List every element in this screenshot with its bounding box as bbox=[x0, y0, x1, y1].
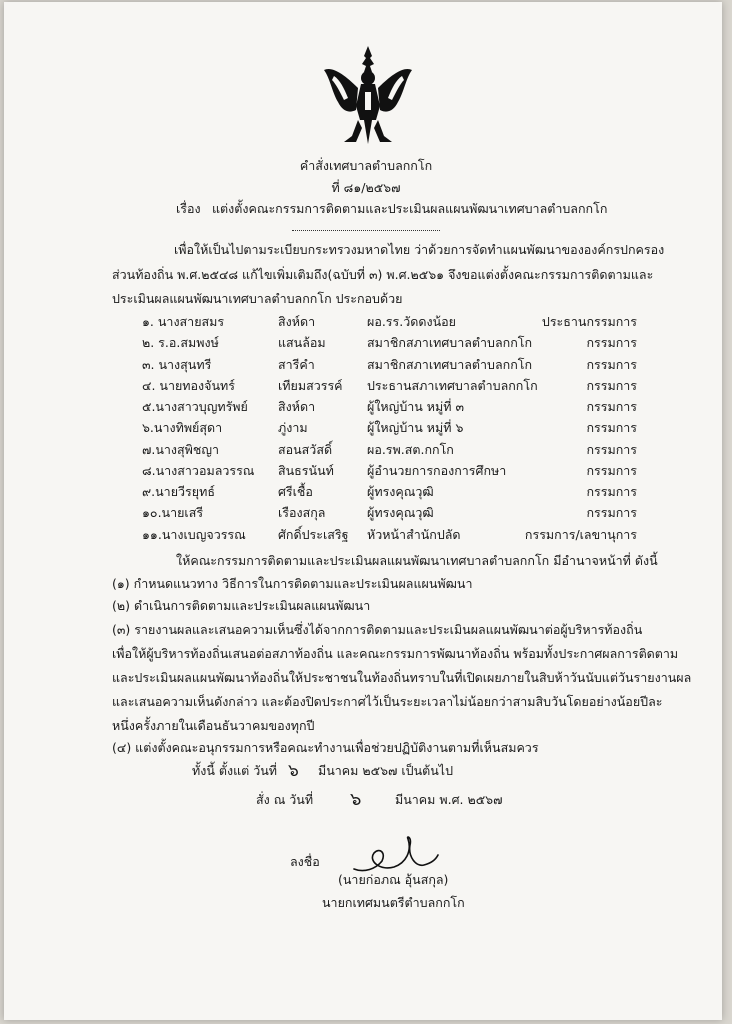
order-title: คำสั่งเทศบาลตำบลกกโก bbox=[299, 158, 433, 173]
member-role: กรรมการ bbox=[586, 357, 637, 372]
duty-item-3-line-5: หนึ่งครั้งภายในเดือนธันวาคมของทุกปี bbox=[112, 718, 315, 733]
committee-row bbox=[0, 418, 732, 436]
member-role: กรรมการ bbox=[586, 399, 637, 414]
duty-item-3-line-4: และเสนอความเห็นดังกล่าว และต้องปิดประกาศไว้เป็นระยะเวลาไม่น้อยกว่าสามสิบวันโดยอย่างน้อยปีละ bbox=[112, 694, 663, 709]
member-position: ผู้ทรงคุณวุฒิ bbox=[367, 484, 434, 499]
committee-row bbox=[0, 525, 732, 543]
intro-line-2: ส่วนท้องถิ่น พ.ศ.๒๕๔๘ แก้ไขเพิ่มเติมถึง(ฉบับที่ ๓) พ.ศ.๒๕๖๑ จึงขอแต่งตั้งคณะกรรมการติดตามและ bbox=[112, 267, 654, 282]
member-position: ประธานสภาเทศบาลตำบลกกโก bbox=[367, 378, 538, 393]
signer-title: นายกเทศมนตรีตำบลกกโก bbox=[322, 895, 465, 910]
duty-item-3-line-3: และประเมินผลแผนพัฒนาท้องถิ่นให้ประชาชนในท้องถิ่นทราบในที่เปิดเผยภายในสิบห้าวันนับแต่วันรายงานผล bbox=[112, 670, 692, 685]
order-number: ที่ ๘๑/๒๕๖๗ bbox=[331, 180, 401, 195]
member-position: ผู้อำนวยการกองการศึกษา bbox=[367, 463, 507, 478]
effective-prefix: ทั้งนี้ ตั้งแต่ วันที่ bbox=[192, 763, 278, 778]
duty-item-1: (๑) กำหนดแนวทาง วิธีการในการติดตามและประเมินผลแผนพัฒนา bbox=[112, 576, 473, 591]
member-role: กรรมการ bbox=[586, 335, 637, 350]
duty-item-3-line-2: เพื่อให้ผู้บริหารท้องถิ่นเสนอต่อสภาท้องถิ่น และคณะกรรมการพัฒนาท้องถิ่น พร้อมทั้งประกาศผลการติดตาม bbox=[112, 646, 679, 661]
member-surname: เรืองสกุล bbox=[278, 505, 326, 520]
member-surname: ศรีเชื้อ bbox=[278, 484, 313, 499]
member-position: หัวหน้าสำนักปลัด bbox=[367, 527, 461, 542]
ordered-prefix: สั่ง ณ วันที่ bbox=[256, 792, 314, 807]
duty-item-3-line-1: (๓) รายงานผลและเสนอความเห็นซึ่งได้จากการติดตามและประเมินผลแผนพัฒนาต่อผู้บริหารท้องถิ่น bbox=[112, 622, 643, 637]
member-name: ๕.นางสาวบุญทรัพย์ bbox=[142, 399, 248, 414]
member-name: ๑. นางสายสมร bbox=[142, 314, 225, 329]
member-surname: แสนล้อม bbox=[278, 335, 326, 350]
member-name: ๑๐.นายเสรี bbox=[142, 505, 204, 520]
garuda-emblem-icon bbox=[322, 44, 414, 146]
member-role: กรรมการ bbox=[586, 463, 637, 478]
committee-row bbox=[0, 333, 732, 351]
divider-dots bbox=[292, 230, 440, 231]
intro-line-3: ประเมินผลแผนพัฒนาเทศบาลตำบลกกโก ประกอบด้วย bbox=[112, 291, 403, 306]
effective-day: ๖ bbox=[288, 761, 299, 781]
committee-row bbox=[0, 461, 732, 479]
member-surname: เทียมสวรรค์ bbox=[278, 378, 343, 393]
member-name: ๘.นางสาวอมลวรรณ bbox=[142, 463, 255, 478]
committee-row bbox=[0, 312, 732, 330]
member-position: สมาชิกสภาเทศบาลตำบลกกโก bbox=[367, 357, 533, 372]
member-surname: สิงห์ดา bbox=[278, 314, 316, 329]
member-name: ๖.นางทิพย์สุดา bbox=[142, 420, 223, 435]
committee-row bbox=[0, 440, 732, 458]
member-surname: สินธรนันท์ bbox=[278, 463, 334, 478]
member-position: ผู้ใหญ่บ้าน หมู่ที่ ๖ bbox=[367, 420, 464, 435]
subject-label: เรื่อง bbox=[176, 201, 201, 216]
member-surname: สารีคำ bbox=[278, 357, 315, 372]
member-role: กรรมการ bbox=[586, 442, 637, 457]
member-role: กรรมการ bbox=[586, 378, 637, 393]
committee-row bbox=[0, 355, 732, 373]
signer-name: (นายก่อภณ อุ้นสกุล) bbox=[338, 872, 449, 887]
sign-label: ลงชื่อ bbox=[290, 854, 320, 869]
ordered-rest: มีนาคม พ.ศ. ๒๕๖๗ bbox=[395, 792, 503, 807]
member-name: ๒. ร.อ.สมพงษ์ bbox=[142, 335, 219, 350]
member-name: ๑๑.นางเบญจวรรณ bbox=[142, 527, 246, 542]
member-surname: ศักดิ์ประเสริฐ bbox=[278, 527, 349, 542]
committee-row bbox=[0, 376, 732, 394]
effective-rest: มีนาคม ๒๕๖๗ เป็นต้นไป bbox=[318, 763, 454, 778]
member-position: ผอ.รพ.สต.กกโก bbox=[367, 442, 454, 457]
committee-row bbox=[0, 397, 732, 415]
duties-intro: ให้คณะกรรมการติดตามและประเมินผลแผนพัฒนาเทศบาลตำบลกกโก มีอำนาจหน้าที่ ดังนี้ bbox=[176, 553, 658, 568]
member-position: ผู้ทรงคุณวุฒิ bbox=[367, 505, 434, 520]
member-name: ๔. นายทองจันทร์ bbox=[142, 378, 235, 393]
member-name: ๙.นายวีรยุทธ์ bbox=[142, 484, 215, 499]
intro-line-1: เพื่อให้เป็นไปตามระเบียบกระทรวงมหาดไทย ว่าด้วยการจัดทำแผนพัฒนาขององค์กรปกครอง bbox=[174, 242, 665, 257]
member-role: กรรมการ bbox=[586, 505, 637, 520]
member-name: ๗.นางสุพิชญา bbox=[142, 442, 220, 457]
subject-text: แต่งตั้งคณะกรรมการติดตามและประเมินผลแผนพัฒนาเทศบาลตำบลกกโก bbox=[212, 201, 608, 216]
member-name: ๓. นางสุนทรี bbox=[142, 357, 212, 372]
committee-row bbox=[0, 503, 732, 521]
committee-row bbox=[0, 482, 732, 500]
member-position: ผู้ใหญ่บ้าน หมู่ที่ ๓ bbox=[367, 399, 465, 414]
member-surname: ภู่งาม bbox=[278, 420, 308, 435]
member-role: กรรมการ bbox=[586, 484, 637, 499]
member-position: ผอ.รร.วัดดงน้อย bbox=[367, 314, 456, 329]
ordered-day: ๖ bbox=[350, 789, 362, 810]
duty-item-4: (๔) แต่งตั้งคณะอนุกรรมการหรือคณะทำงานเพื่อช่วยปฏิบัติงานตามที่เห็นสมควร bbox=[112, 740, 539, 755]
member-position: สมาชิกสภาเทศบาลตำบลกกโก bbox=[367, 335, 533, 350]
member-surname: สอนสวัสดิ์ bbox=[278, 442, 333, 457]
member-role: ประธานกรรมการ bbox=[541, 314, 637, 329]
member-surname: สิงห์ดา bbox=[278, 399, 316, 414]
member-role: กรรมการ bbox=[586, 420, 637, 435]
duty-item-2: (๒) ดำเนินการติดตามและประเมินผลแผนพัฒนา bbox=[112, 598, 371, 613]
member-role: กรรมการ/เลขานุการ bbox=[524, 527, 637, 542]
